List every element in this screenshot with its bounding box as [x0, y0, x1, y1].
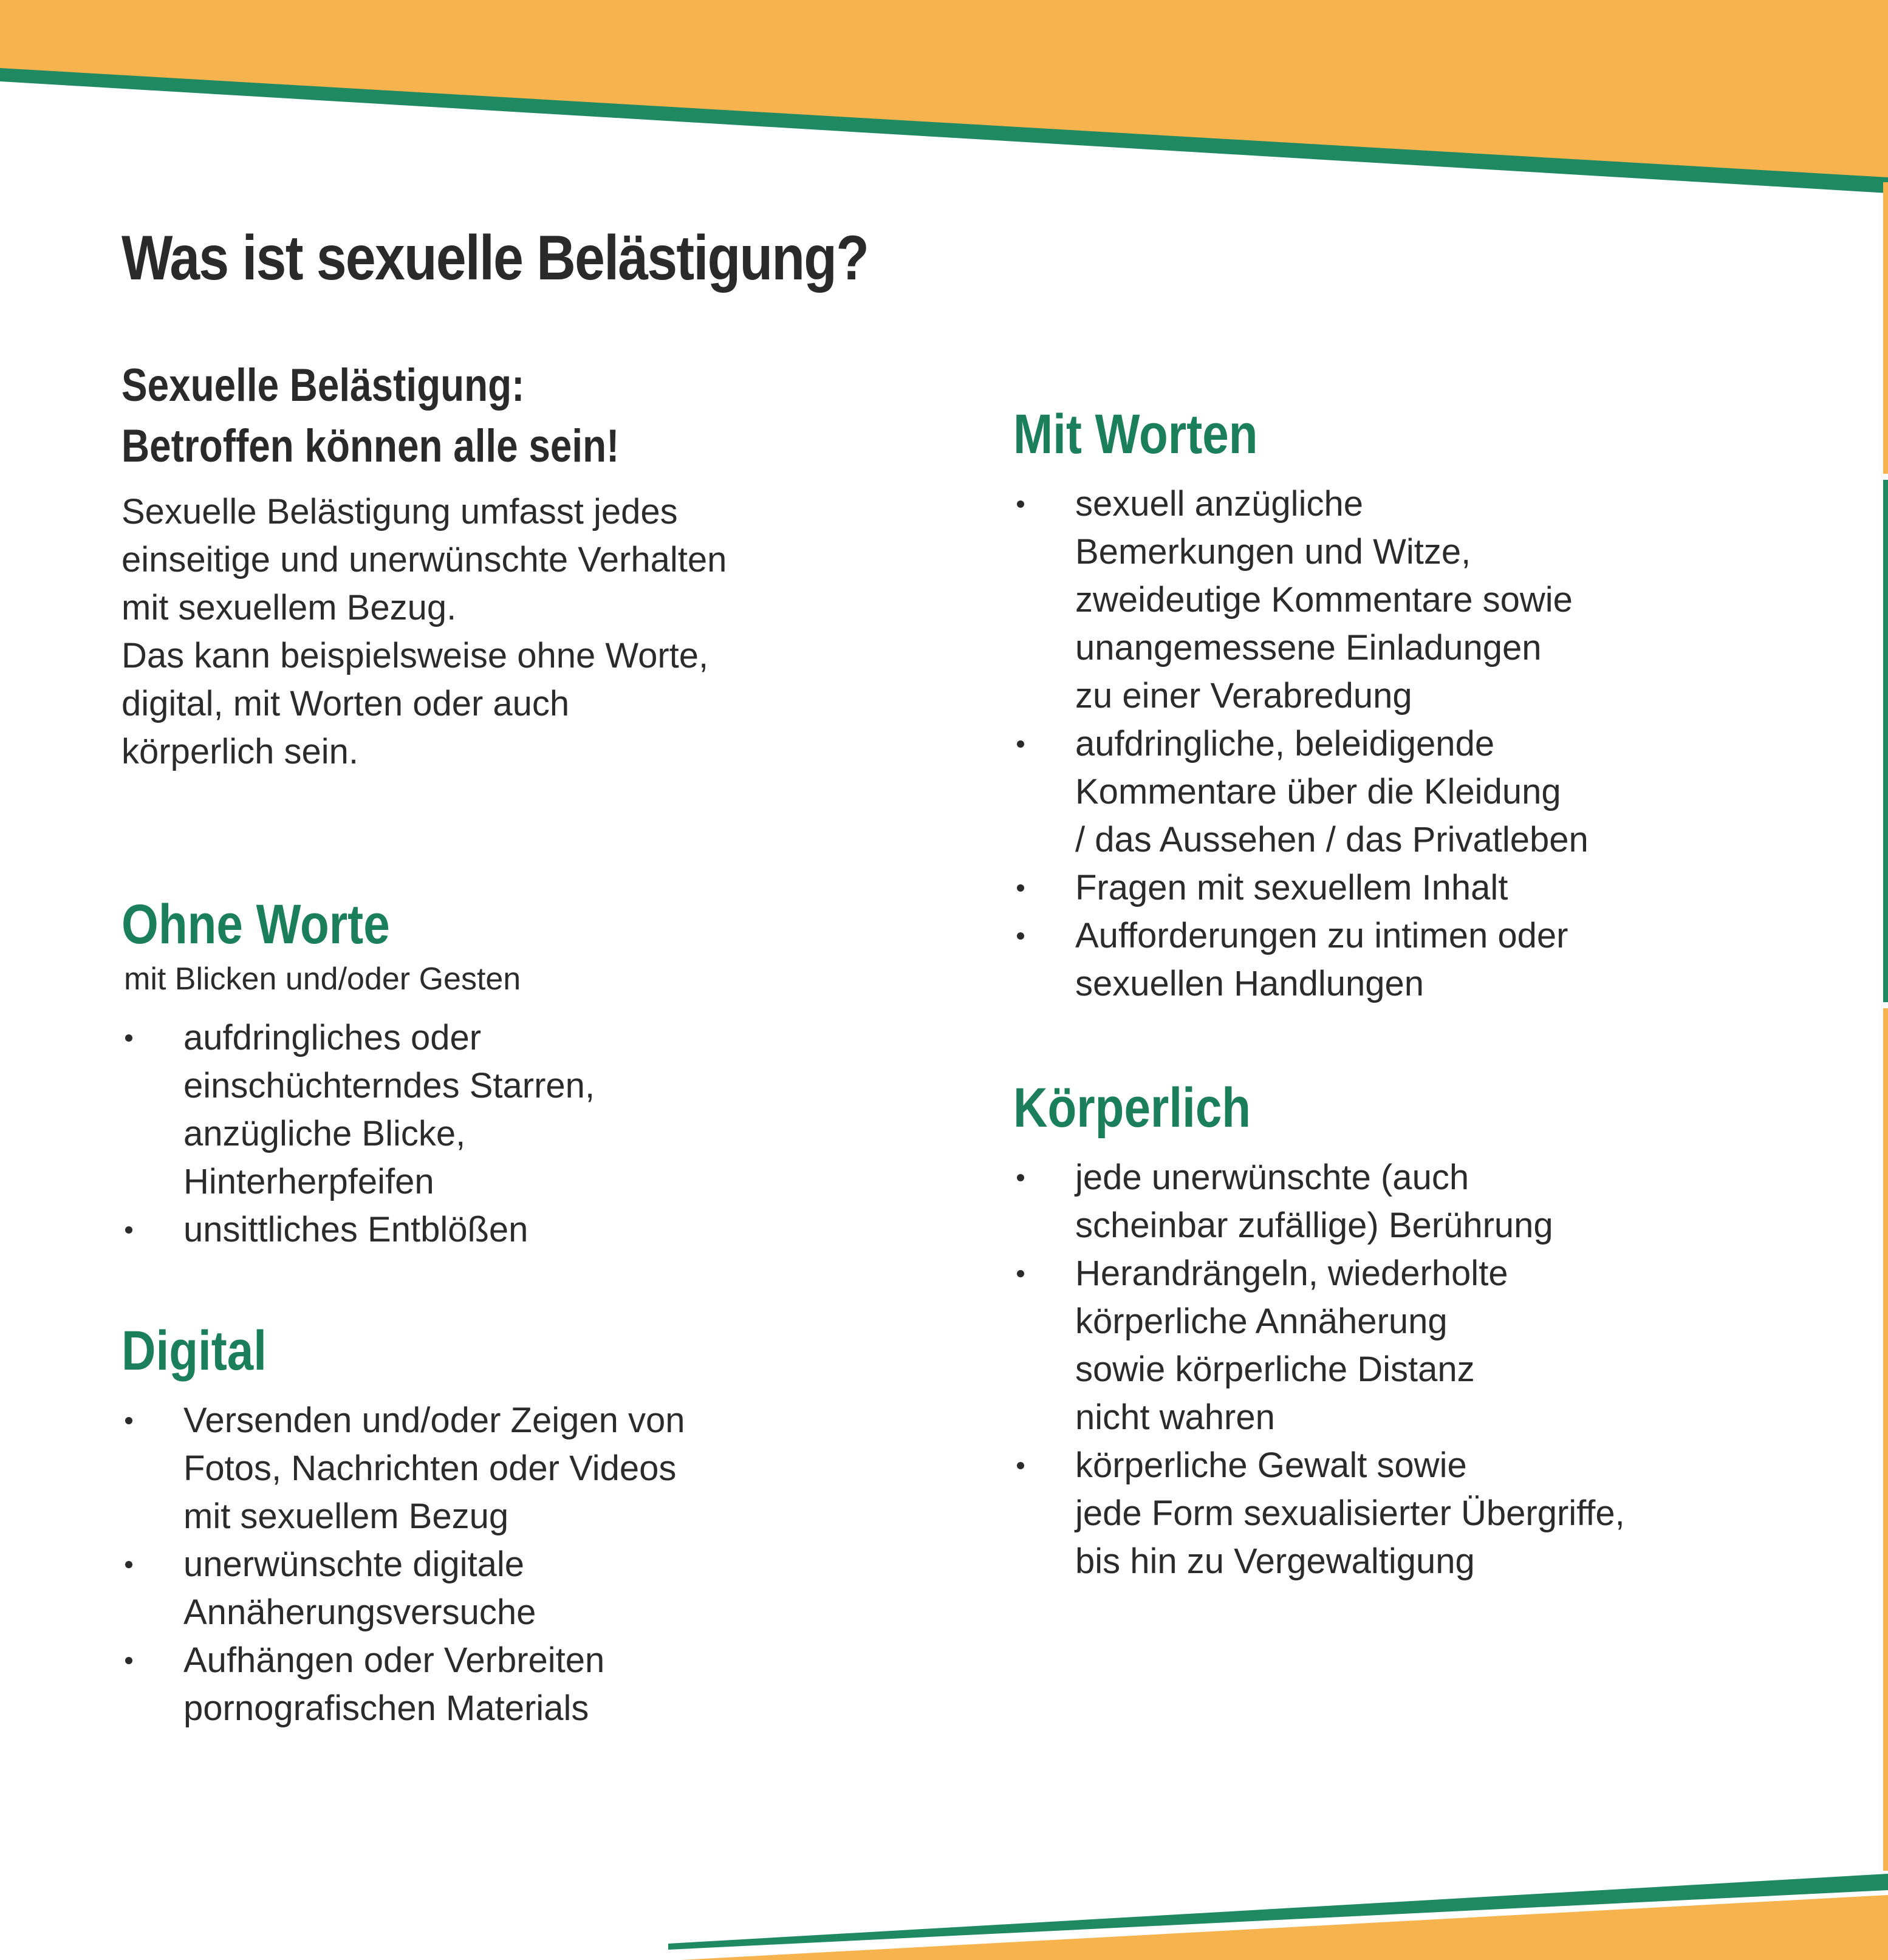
right-edge-orange-bottom [1883, 1008, 1888, 1871]
right-edge-orange-top [1883, 182, 1888, 474]
list-item: Versenden und/oder Zeigen von Fotos, Nachrichten oder Videos mit sexuellem Bezug [183, 1401, 685, 1536]
intro-text [121, 488, 911, 776]
list-item: Aufhängen oder Verbreiten pornografischen Materials [183, 1641, 605, 1728]
list-koerperlich [1013, 1153, 1803, 1585]
list-mit-worten [1013, 480, 1803, 1008]
list-item: jede unerwünschte (auch scheinbar zufällige) Berührung [1075, 1158, 1553, 1245]
section-subheading-ohne-worte: mit Blicken und/oder Gesten [124, 961, 521, 997]
section-heading-digital: Digital [121, 1320, 267, 1382]
page-title: Was ist sexuelle Belästigung? [121, 223, 869, 293]
right-column [1013, 401, 1803, 1585]
intro-heading-line-1: Sexuelle Belästigung: [121, 360, 525, 411]
intro-heading-line-2: Betroffen können alle sein! [121, 420, 620, 472]
left-column [121, 219, 911, 1732]
intro-paragraph-2: Das kann beispielsweise ohne Worte, digital, mit Worten oder auch körperlich sein. [121, 636, 709, 771]
intro-paragraph-1: Sexuelle Belästigung umfasst jedes einseitige und unerwünschte Verhalten mit sexuellem Bezug. [121, 492, 727, 627]
bottom-orange-band [680, 1895, 1888, 1960]
list-item: Fragen mit sexuellem Inhalt [1075, 868, 1508, 907]
list-item: Aufforderungen zu intimen oder sexuellen Handlungen [1075, 916, 1568, 1003]
list-item: sexuell anzügliche Bemerkungen und Witze, zweideutige Kommentare sowie unangemessene Einladungen zu einer Verabredung [1075, 484, 1573, 715]
section-heading-koerperlich: Körperlich [1013, 1077, 1251, 1139]
right-edge-green [1883, 480, 1888, 1002]
list-digital [121, 1396, 911, 1732]
list-ohne-worte [121, 1014, 911, 1254]
list-item: körperliche Gewalt sowie jede Form sexualisierter Übergriffe, bis hin zu Vergewaltigung [1075, 1446, 1625, 1581]
section-heading-ohne-worte: Ohne Worte [121, 893, 390, 955]
list-item: aufdringliches oder einschüchterndes Starren, anzügliche Blicke, Hinterherpfeifen [183, 1018, 595, 1201]
list-item: unsittliches Entblößen [183, 1210, 528, 1249]
list-item: Herandrängeln, wiederholte körperliche Annäherung sowie körperliche Distanz nicht wahren [1075, 1254, 1508, 1437]
section-heading-mit-worten: Mit Worten [1013, 403, 1258, 465]
list-item: aufdringliche, beleidigende Kommentare über die Kleidung / das Aussehen / das Privatleben [1075, 724, 1589, 859]
list-item: unerwünschte digitale Annäherungsversuche [183, 1545, 536, 1632]
